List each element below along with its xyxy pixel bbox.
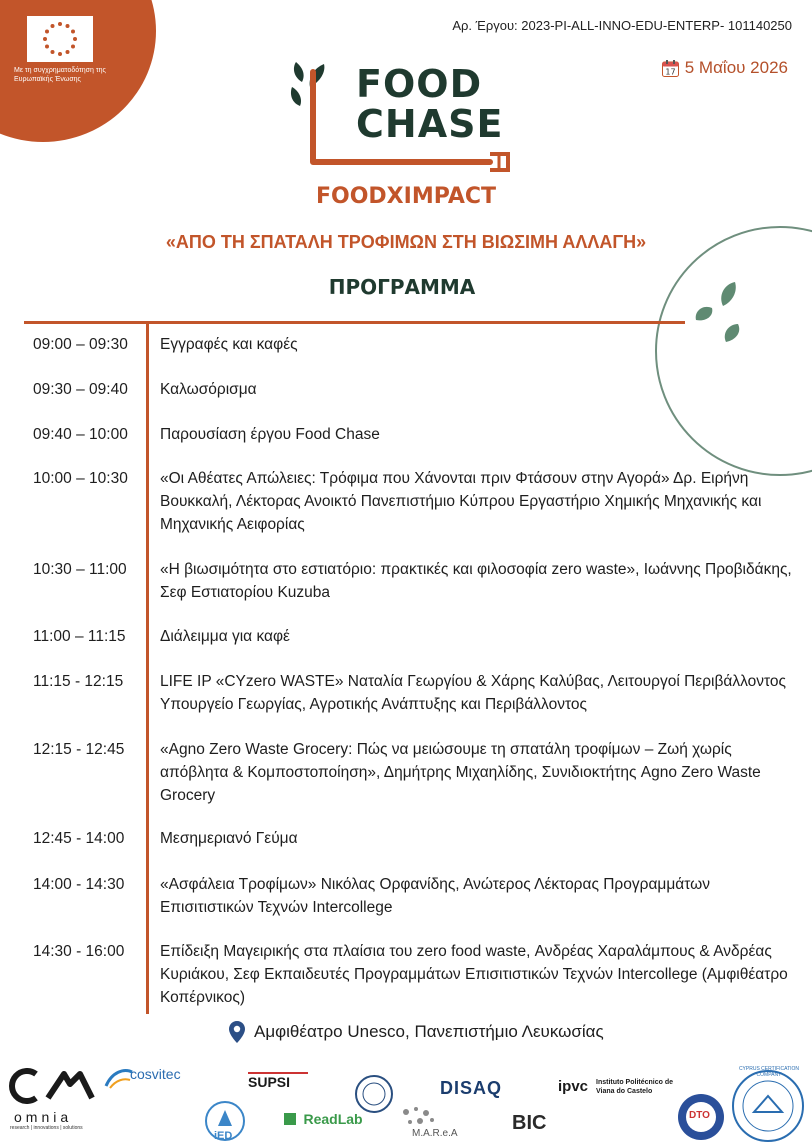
readlab-icon bbox=[284, 1113, 296, 1125]
event-name: FOODXIMPACT bbox=[315, 184, 497, 209]
schedule-time: 10:00 – 10:30 bbox=[33, 470, 128, 487]
omnia-mark-icon bbox=[8, 1068, 96, 1104]
ipvc-tagline: Instituto Politécnico de Viana do Castelo bbox=[596, 1079, 674, 1095]
dto-name: DTO bbox=[689, 1110, 710, 1121]
cosvitec-name: cosvitec bbox=[130, 1066, 181, 1082]
schedule-time: 12:45 - 14:00 bbox=[33, 830, 125, 847]
cyprus-certification-seal-icon bbox=[730, 1068, 806, 1144]
schedule-time: 14:30 - 16:00 bbox=[33, 943, 125, 960]
event-date-text: 5 Μαΐου 2026 bbox=[684, 58, 788, 77]
bic-name: BIC bbox=[512, 1112, 547, 1134]
schedule-description: Επίδειξη Μαγειρικής στα πλαίσια του zero food waste, Ανδρέας Χαραλάμπους & Ανδρέας Κυριάκου, Σεφ Εκπαιδευτές Προγραμμάτων Επισιτιστικών Τεχνών Intercollege (Αμφιθέατρο Κοπέρνικος) bbox=[160, 943, 788, 1006]
partner-logo-ipvc bbox=[558, 1078, 674, 1096]
schedule-description: Εγγραφές και καφές bbox=[160, 336, 298, 353]
partner-logo-readlab bbox=[284, 1110, 363, 1128]
schedule-time: 11:15 - 12:15 bbox=[33, 673, 124, 690]
partner-logo-supsi bbox=[248, 1072, 308, 1092]
partner-logo-dto bbox=[676, 1092, 726, 1147]
marea-name: M.A.R.e.A bbox=[412, 1128, 458, 1139]
omnia-tagline: research | innovations | solutions bbox=[10, 1125, 83, 1131]
schedule-time: 14:00 - 14:30 bbox=[33, 876, 125, 893]
schedule-time: 11:00 – 11:15 bbox=[33, 628, 126, 645]
schedule-description: «Agno Zero Waste Grocery: Πώς να μειώσουμε τη σπατάλη τροφίμων – Ζωή χωρίς απόβλητα & Κομποστοποίηση», Δημήτρης Μιχαηλίδης, Συνιδιοκτήτης Agno Zero Waste Grocery bbox=[160, 741, 761, 804]
schedule-description: Μεσημεριανό Γεύμα bbox=[160, 830, 298, 847]
partner-logo-ied bbox=[204, 1100, 246, 1147]
partner-logo-omnia bbox=[8, 1068, 96, 1131]
ipvc-name: ipvc bbox=[558, 1078, 589, 1095]
disaq-name: DISAQ bbox=[440, 1078, 503, 1098]
logo-line-food: FOOD bbox=[356, 62, 483, 106]
ied-name: iED bbox=[214, 1130, 233, 1142]
omnia-name: omnia bbox=[14, 1109, 73, 1125]
readlab-name: ReadLab bbox=[303, 1110, 363, 1127]
project-number: Αρ. Έργου: 2023-PI-ALL-INNO-EDU-ENTERP- 101140250 bbox=[452, 18, 792, 33]
schedule-description: «Η βιωσιμότητα στο εστιατόριο: πρακτικές και φιλοσοφία zero waste», Ιωάννης Προβιδάκης, Σεφ Εστιατορίου Kuzuba bbox=[160, 561, 792, 601]
schedule-time: 09:00 – 09:30 bbox=[33, 336, 128, 353]
supsi-name: SUPSI bbox=[248, 1074, 291, 1090]
eu-funding-caption: Με τη συγχρηματοδότηση της Ευρωπαϊκής Ένωσης bbox=[14, 67, 106, 83]
program-title: ΠΡΟΓΡΑΜΜΑ bbox=[328, 275, 476, 299]
partner-logo-bic bbox=[512, 1112, 546, 1135]
partner-logo-cyprus-certification bbox=[730, 1068, 806, 1148]
university-seal-icon bbox=[354, 1074, 394, 1114]
schedule-time: 09:30 – 09:40 bbox=[33, 381, 128, 398]
svg-text:17: 17 bbox=[665, 67, 676, 76]
logo-line-chase: CHASE bbox=[356, 102, 504, 146]
schedule-time: 10:30 – 11:00 bbox=[33, 561, 127, 578]
partner-logo-university-seal bbox=[354, 1074, 394, 1119]
partner-logo-disaq bbox=[440, 1078, 502, 1099]
event-subtitle: «ΑΠΟ ΤΗ ΣΠΑΤΑΛΗ ΤΡΟΦΙΜΩΝ ΣΤΗ ΒΙΩΣΙΜΗ ΑΛΛΑΓΗ» bbox=[165, 232, 647, 252]
schedule-description: LIFE IP «CYzero WASTE» Ναταλία Γεωργίου & Χάρης Καλύβας, Λειτουργοί Περιβάλλοντος Υπουργείο Γεωργίας, Αγροτικής Ανάπτυξης και Περιβάλλοντος bbox=[160, 673, 786, 713]
schedule-description: «Οι Αθέατες Απώλειες: Τρόφιμα που Χάνονται πριν Φτάσουν στην Αγορά» Δρ. Ειρήνη Βουκκαλή, Λέκτορας Ανοικτό Πανεπιστήμιο Κύπρου Εργαστήριο Χημικής Μηχανικής και Μηχανικής Αειφορίας bbox=[160, 470, 762, 533]
location-pin-icon bbox=[228, 1020, 246, 1044]
partner-logo-marea bbox=[398, 1104, 458, 1148]
cyprus-certification-name: CYPRUS CERTIFICATION COMPANY bbox=[738, 1066, 800, 1078]
schedule-description: Διάλειμμα για καφέ bbox=[160, 628, 290, 645]
schedule-time: 09:40 – 10:00 bbox=[33, 426, 128, 443]
schedule-description: Παρουσίαση έργου Food Chase bbox=[160, 426, 380, 443]
schedule-description: «Ασφάλεια Τροφίμων» Νικόλας Ορφανίδης, Ανώτερος Λέκτορας Προγραμμάτων Επισιτιστικών Τεχνών Intercollege bbox=[160, 876, 710, 916]
venue bbox=[228, 1020, 604, 1044]
schedule-description: Καλωσόρισμα bbox=[160, 381, 257, 398]
venue-text: Αμφιθέατρο Unesco, Πανεπιστήμιο Λευκωσίας bbox=[254, 1022, 604, 1041]
partner-logo-cosvitec bbox=[104, 1066, 181, 1095]
schedule-time: 12:15 - 12:45 bbox=[33, 741, 125, 758]
partner-logos bbox=[0, 1060, 812, 1148]
